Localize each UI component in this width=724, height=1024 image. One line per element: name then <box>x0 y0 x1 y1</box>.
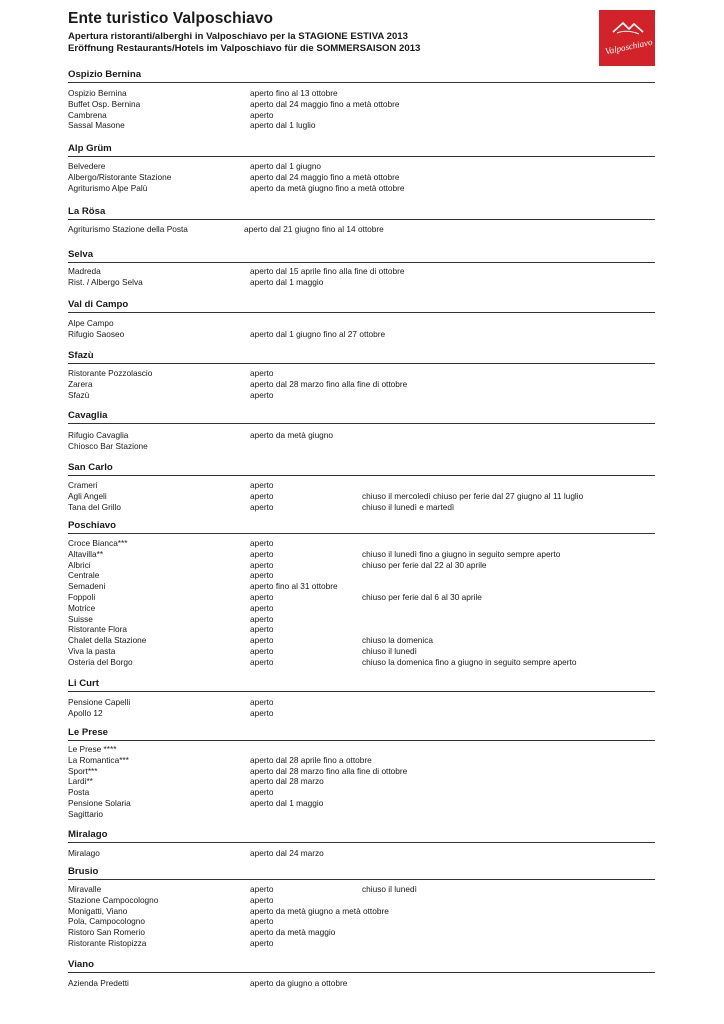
opening-info: aperto <box>250 109 274 120</box>
closing-note: chiuso la domenica <box>362 635 434 646</box>
venue-name: Sassal Masone <box>68 120 125 131</box>
section-alp-gr-m <box>68 143 655 157</box>
opening-info: aperto <box>250 592 274 602</box>
venue-name: Osteria del Borgo <box>68 656 133 667</box>
venue-name: Buffet Osp. Bernina <box>68 98 141 109</box>
list-item <box>68 120 655 131</box>
venue-name: Cambrena <box>68 109 107 120</box>
opening-info: aperto dal 24 maggio fino a metà ottobre <box>250 171 400 182</box>
opening-info: aperto <box>250 501 274 512</box>
closing-note: chiuso per ferie dal 22 al 30 aprile <box>362 559 487 570</box>
section-title: San Carlo <box>68 462 113 473</box>
venue-name: Rist. / Albergo Selva <box>68 276 143 287</box>
list-item <box>68 581 655 592</box>
list-item <box>68 708 655 719</box>
list-item <box>68 624 655 635</box>
venue-name: Posta <box>68 787 90 798</box>
opening-info: aperto <box>250 656 274 667</box>
section-viano <box>68 959 655 973</box>
section-divider <box>68 82 655 83</box>
venue-name: Miravalle <box>68 884 102 894</box>
section-miralago <box>68 829 655 843</box>
closing-note: chiuso il lunedì <box>362 884 417 894</box>
opening-info: aperto dal 28 marzo fino alla fine di ottobre <box>250 765 408 776</box>
venue-name: Belvedere <box>68 161 106 171</box>
section-divider <box>68 423 655 424</box>
venue-name: Ristorante Flora <box>68 624 128 635</box>
venue-name: Centrale <box>68 570 100 581</box>
venue-name: Rifugio Saoseo <box>68 328 125 339</box>
list-item <box>68 906 655 917</box>
list-item <box>68 635 655 646</box>
list-item <box>68 549 655 560</box>
list-item <box>68 646 655 657</box>
document-title: Ente turistico Valposchiavo <box>68 10 274 27</box>
venue-name: Sport*** <box>68 765 98 776</box>
opening-info: aperto <box>250 389 274 400</box>
section-cavaglia <box>68 410 655 424</box>
list-item <box>68 172 655 183</box>
list-item <box>68 480 655 491</box>
opening-info: aperto da metà giugno a metà ottobre <box>250 905 389 916</box>
venue-name: Croce Bianca*** <box>68 538 128 548</box>
list-item <box>68 88 655 99</box>
venue-name: Albrici <box>68 559 91 570</box>
opening-info: aperto fino al 13 ottobre <box>250 88 338 98</box>
venue-name: Sagittario <box>68 808 104 819</box>
list-item <box>68 787 655 798</box>
closing-note: chiuso la domenica fino a giugno in seguito sempre aperto <box>362 656 577 667</box>
opening-info: aperto dal 1 maggio <box>250 276 324 287</box>
list-item <box>68 560 655 571</box>
list-item <box>68 895 655 906</box>
venue-name: Ristoro San Romerio <box>68 927 146 938</box>
section-divider <box>68 363 655 364</box>
section-divider <box>68 312 655 313</box>
opening-info: aperto <box>250 613 274 624</box>
opening-info: aperto <box>250 368 274 378</box>
venue-name: La Romantica*** <box>68 754 129 765</box>
opening-info: aperto <box>250 707 274 718</box>
section-la-r-sa <box>68 206 655 220</box>
list-item <box>68 798 655 809</box>
opening-info: aperto da giugno a ottobre <box>250 978 348 988</box>
opening-info: aperto dal 24 marzo <box>250 848 324 858</box>
list-item <box>68 502 655 513</box>
venue-name: Viva la pasta <box>68 646 116 656</box>
section-poschiavo <box>68 520 655 534</box>
section-title: Viano <box>68 959 94 970</box>
logo-text: Valposchiavo <box>604 36 654 57</box>
list-item <box>68 927 655 938</box>
list-item <box>68 368 655 379</box>
list-item <box>68 379 655 390</box>
venue-name: Rifugio Cavaglia <box>68 430 129 440</box>
venue-name: Albergo/Ristorante Stazione <box>68 171 172 182</box>
list-item <box>68 755 655 766</box>
opening-info: aperto dal 28 marzo <box>250 776 324 787</box>
section-brusio <box>68 866 655 880</box>
list-item <box>68 744 655 755</box>
list-item <box>68 657 655 668</box>
closing-note: chiuso il lunedì <box>362 646 417 656</box>
section-divider <box>68 691 655 692</box>
section-val-di-campo <box>68 299 655 313</box>
opening-info: aperto da metà giugno fino a metà ottobre <box>250 182 405 193</box>
section-title: Sfazù <box>68 350 94 361</box>
section-divider <box>68 740 655 741</box>
section-title: Miralago <box>68 829 108 840</box>
venue-name: Alpe Campo <box>68 318 114 328</box>
list-item <box>68 430 655 441</box>
opening-info: aperto <box>250 490 274 501</box>
venue-name: Monigatti, Viano <box>68 905 128 916</box>
venue-name: Miralago <box>68 848 100 858</box>
opening-info: aperto dal 28 aprile fino a ottobre <box>250 754 372 765</box>
list-item <box>68 916 655 927</box>
section-li-curt <box>68 678 655 692</box>
closing-note: chiuso il lunedì e martedì <box>362 501 455 512</box>
closing-note: chiuso per ferie dal 6 al 30 aprile <box>362 592 482 602</box>
list-item <box>68 183 655 194</box>
list-item <box>68 329 655 340</box>
venue-name: Motrice <box>68 602 96 613</box>
venue-name: Agli Angeli <box>68 490 107 501</box>
list-item <box>68 978 655 989</box>
venue-name: Agriturismo Alpe Palü <box>68 182 148 193</box>
section-title: Alp Grüm <box>68 143 112 154</box>
venue-name: Stazione Campocologno <box>68 894 159 905</box>
venue-name: Suisse <box>68 613 93 624</box>
venue-name: Zarera <box>68 378 93 389</box>
venue-name: Lardi** <box>68 776 93 787</box>
section-ospizio-bernina <box>68 69 655 83</box>
opening-info: aperto fino al 31 ottobre <box>250 581 338 592</box>
venue-name: Pensione Capelli <box>68 697 131 707</box>
list-item <box>68 538 655 549</box>
section-selva <box>68 249 655 263</box>
opening-info: aperto <box>250 787 274 798</box>
section-title: Selva <box>68 249 94 260</box>
list-item <box>68 110 655 121</box>
section-divider <box>68 219 655 220</box>
opening-info: aperto <box>250 697 274 707</box>
venue-name: Tana del Grillo <box>68 501 122 512</box>
section-le-prese <box>68 727 655 741</box>
subtitle-italian: Apertura ristoranti/alberghi in Valposchiavo per la STAGIONE ESTIVA 2013 <box>68 31 408 42</box>
list-item <box>68 592 655 603</box>
venue-name: Le Prese **** <box>68 744 117 754</box>
section-divider <box>68 533 655 534</box>
opening-info: aperto dal 21 giugno fino al 14 ottobre <box>244 224 384 234</box>
section-divider <box>68 475 655 476</box>
venue-name: Altavilla** <box>68 548 104 559</box>
list-item <box>68 266 655 277</box>
opening-info: aperto <box>250 916 274 927</box>
mountain-logo-icon <box>599 10 655 66</box>
section-divider <box>68 156 655 157</box>
section-title: Cavaglia <box>68 410 108 421</box>
opening-info: aperto dal 1 luglio <box>250 120 316 131</box>
opening-info: aperto <box>250 635 274 646</box>
list-item <box>68 224 655 235</box>
opening-info: aperto dal 1 giugno fino al 27 ottobre <box>250 328 386 339</box>
venue-name: Madreda <box>68 266 101 276</box>
venue-name: Ristorante Pozzolascio <box>68 368 153 378</box>
section-title: Ospizio Bernina <box>68 69 142 80</box>
opening-info: aperto dal 28 marzo fino alla fine di ottobre <box>250 378 408 389</box>
list-item <box>68 441 655 452</box>
venue-name: Ospizio Bernina <box>68 88 127 98</box>
closing-note: chiuso il mercoledì chiuso per ferie dal 27 giugno al 11 luglio <box>362 490 584 501</box>
venue-name: Pensione Solaria <box>68 798 131 808</box>
section-title: Brusio <box>68 866 99 877</box>
venue-name: Sfazù <box>68 389 90 400</box>
closing-note: chiuso il lunedì fino a giugno in seguito sempre aperto <box>362 548 561 559</box>
section-title: La Rösa <box>68 206 106 217</box>
list-item <box>68 603 655 614</box>
opening-info: aperto <box>250 480 274 490</box>
list-item <box>68 570 655 581</box>
opening-info: aperto da metà maggio <box>250 927 336 938</box>
list-item <box>68 99 655 110</box>
opening-info: aperto <box>250 884 274 894</box>
section-divider <box>68 972 655 973</box>
section-san-carlo <box>68 462 655 476</box>
list-item <box>68 766 655 777</box>
list-item <box>68 161 655 172</box>
section-divider <box>68 842 655 843</box>
section-sfaz- <box>68 350 655 364</box>
list-item <box>68 809 655 820</box>
venue-name: Agriturismo Stazione della Posta <box>68 224 188 234</box>
opening-info: aperto <box>250 538 274 548</box>
subtitle-german: Eröffnung Restaurants/Hotels im Valposchiavo für die SOMMERSAISON 2013 <box>68 43 421 54</box>
opening-info: aperto <box>250 548 274 559</box>
section-title: Le Prese <box>68 727 109 738</box>
section-title: Val di Campo <box>68 299 129 310</box>
section-title: Poschiavo <box>68 520 116 531</box>
list-item <box>68 491 655 502</box>
venue-name: Pola, Campocologno <box>68 916 146 927</box>
section-divider <box>68 262 655 263</box>
section-title: Li Curt <box>68 678 99 689</box>
opening-info: aperto dal 15 aprile fino alla fine di ottobre <box>250 266 405 276</box>
section-divider <box>68 879 655 880</box>
opening-info: aperto <box>250 570 274 581</box>
opening-info: aperto <box>250 938 274 948</box>
opening-info: aperto dal 24 maggio fino a metà ottobre <box>250 98 400 109</box>
venue-name: Semadeni <box>68 581 106 592</box>
opening-info: aperto dal 1 maggio <box>250 798 324 808</box>
venue-name: Chiosco Bar Stazione <box>68 440 148 451</box>
venue-name: Ristorante Ristopizza <box>68 938 147 948</box>
opening-info: aperto <box>250 624 274 635</box>
list-item <box>68 614 655 625</box>
list-item <box>68 938 655 949</box>
opening-info: aperto <box>250 559 274 570</box>
list-item <box>68 848 655 859</box>
venue-name: Chalet della Stazione <box>68 635 147 646</box>
list-item <box>68 884 655 895</box>
venue-name: Foppoli <box>68 592 96 602</box>
opening-info: aperto da metà giugno <box>250 430 334 440</box>
opening-info: aperto <box>250 894 274 905</box>
venue-name: Apollo 12 <box>68 707 103 718</box>
list-item <box>68 318 655 329</box>
opening-info: aperto dal 1 giugno <box>250 161 322 171</box>
list-item <box>68 776 655 787</box>
opening-info: aperto <box>250 646 274 656</box>
list-item <box>68 277 655 288</box>
valposchiavo-logo <box>599 10 655 66</box>
list-item <box>68 390 655 401</box>
venue-name: Crameri <box>68 480 98 490</box>
venue-name: Azienda Predetti <box>68 978 129 988</box>
list-item <box>68 697 655 708</box>
opening-info: aperto <box>250 602 274 613</box>
